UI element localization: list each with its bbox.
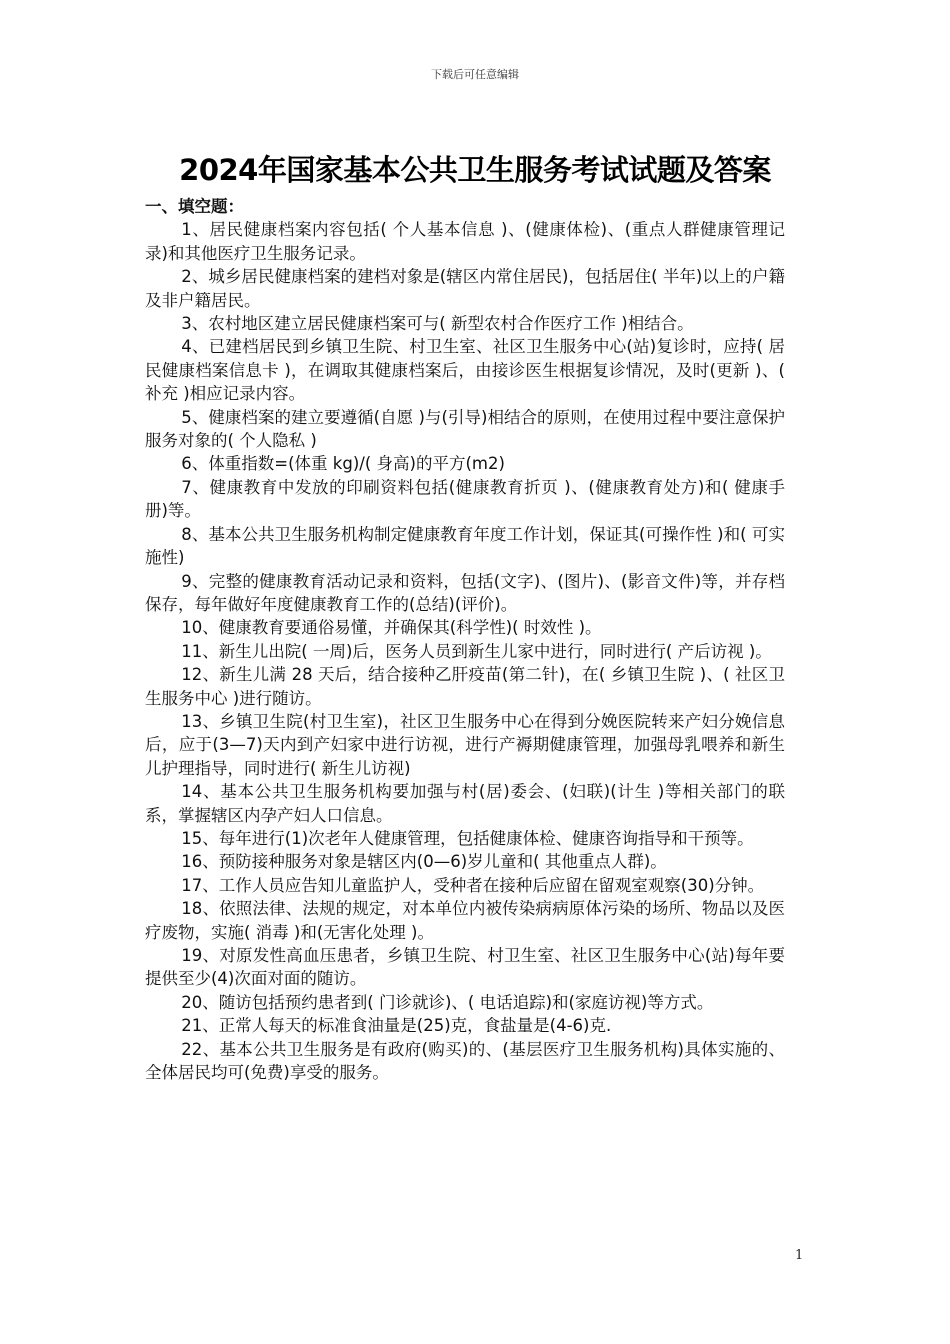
document-title: 2024年国家基本公共卫生服务考试试题及答案 xyxy=(179,153,771,187)
question-item: 11、新生儿出院( 一周)后，医务人员到新生儿家中进行，同时进行( 产后访视 )。 xyxy=(181,641,772,661)
question-item: 6、体重指数=(体重 kg)/( 身高)的平方(m2) xyxy=(181,454,505,474)
question-item: 19、对原发性高血压患者，乡镇卫生院、村卫生室、社区卫生服务中心(站)每年要提供至少(4)次面对面的随访。 xyxy=(145,946,785,989)
question-item: 13、乡镇卫生院(村卫生室)，社区卫生服务中心在得到分娩医院转来产妇分娩信息后，应于(3—7)天内到产妇家中进行访视，进行产褥期健康管理，加强母乳喂养和新生儿护理指导，同时进行( 新生儿访视) xyxy=(145,711,785,778)
question-item: 22、基本公共卫生服务是有政府(购买)的、(基层医疗卫生服务机构)具体实施的、全体居民均可(免费)享受的服务。 xyxy=(145,1039,785,1083)
question-item: 18、依照法律、法规的规定，对本单位内被传染病病原体污染的场所、物品以及医疗废物，实施( 消毒 )和(无害化处理 )。 xyxy=(145,899,785,942)
question-item: 7、健康教育中发放的印刷资料包括(健康教育折页 )、(健康教育处方)和( 健康手册)等。 xyxy=(145,477,785,521)
question-item: 8、基本公共卫生服务机构制定健康教育年度工作计划，保证其(可操作性 )和( 可实施性) xyxy=(145,524,785,568)
question-item: 3、农村地区建立居民健康档案可与( 新型农村合作医疗工作 )相结合。 xyxy=(181,314,694,334)
question-item: 14、基本公共卫生服务机构要加强与村(居)委会、(妇联)(计生 )等相关部门的联系，掌握辖区内孕产妇人口信息。 xyxy=(145,782,785,825)
question-item: 5、健康档案的建立要遵循(自愿 )与(引导)相结合的原则，在使用过程中要注意保护服务对象的( 个人隐私 ) xyxy=(145,407,785,451)
question-item: 17、工作人员应告知儿童监护人，受种者在接种后应留在留观室观察(30)分钟。 xyxy=(181,875,765,895)
question-item: 20、随访包括预约患者到( 门诊就诊)、( 电话追踪)和(家庭访视)等方式。 xyxy=(181,992,714,1012)
document-body xyxy=(145,195,785,1084)
question-item: 1、居民健康档案内容包括( 个人基本信息 )、(健康体检)、(重点人群健康管理记录)和其他医疗卫生服务记录。 xyxy=(145,220,785,263)
question-item: 16、预防接种服务对象是辖区内(0—6)岁儿童和( 其他重点人群)。 xyxy=(181,852,667,872)
question-item: 10、健康教育要通俗易懂，并确保其(科学性)( 时效性 )。 xyxy=(181,618,602,638)
question-item: 4、已建档居民到乡镇卫生院、村卫生室、社区卫生服务中心(站)复诊时，应持( 居民健康档案信息卡 )，在调取其健康档案后，由接诊医生根据复诊情况，及时(更新 )、( 补充 )相应记录内容。 xyxy=(145,337,785,404)
header-note: 下载后可任意编辑 xyxy=(431,68,519,81)
page-number: 1 xyxy=(795,1248,804,1263)
question-item: 21、正常人每天的标准食油量是(25)克，食盐量是(4-6)克. xyxy=(181,1016,612,1036)
section-heading: 一、填空题： xyxy=(145,197,244,216)
question-item: 9、完整的健康教育活动记录和资料，包括(文字)、(图片)、(影音文件)等，并存档保存，每年做好年度健康教育工作的(总结)(评价)。 xyxy=(145,571,785,614)
question-item: 2、城乡居民健康档案的建档对象是(辖区内常住居民)，包括居住( 半年)以上的户籍及非户籍居民。 xyxy=(145,267,785,310)
question-item: 15、每年进行(1)次老年人健康管理，包括健康体检、健康咨询指导和干预等。 xyxy=(181,828,754,848)
question-item: 12、新生儿满 28 天后，结合接种乙肝疫苗(第二针)，在( 乡镇卫生院 )、( 社区卫生服务中心 )进行随访。 xyxy=(145,665,785,708)
